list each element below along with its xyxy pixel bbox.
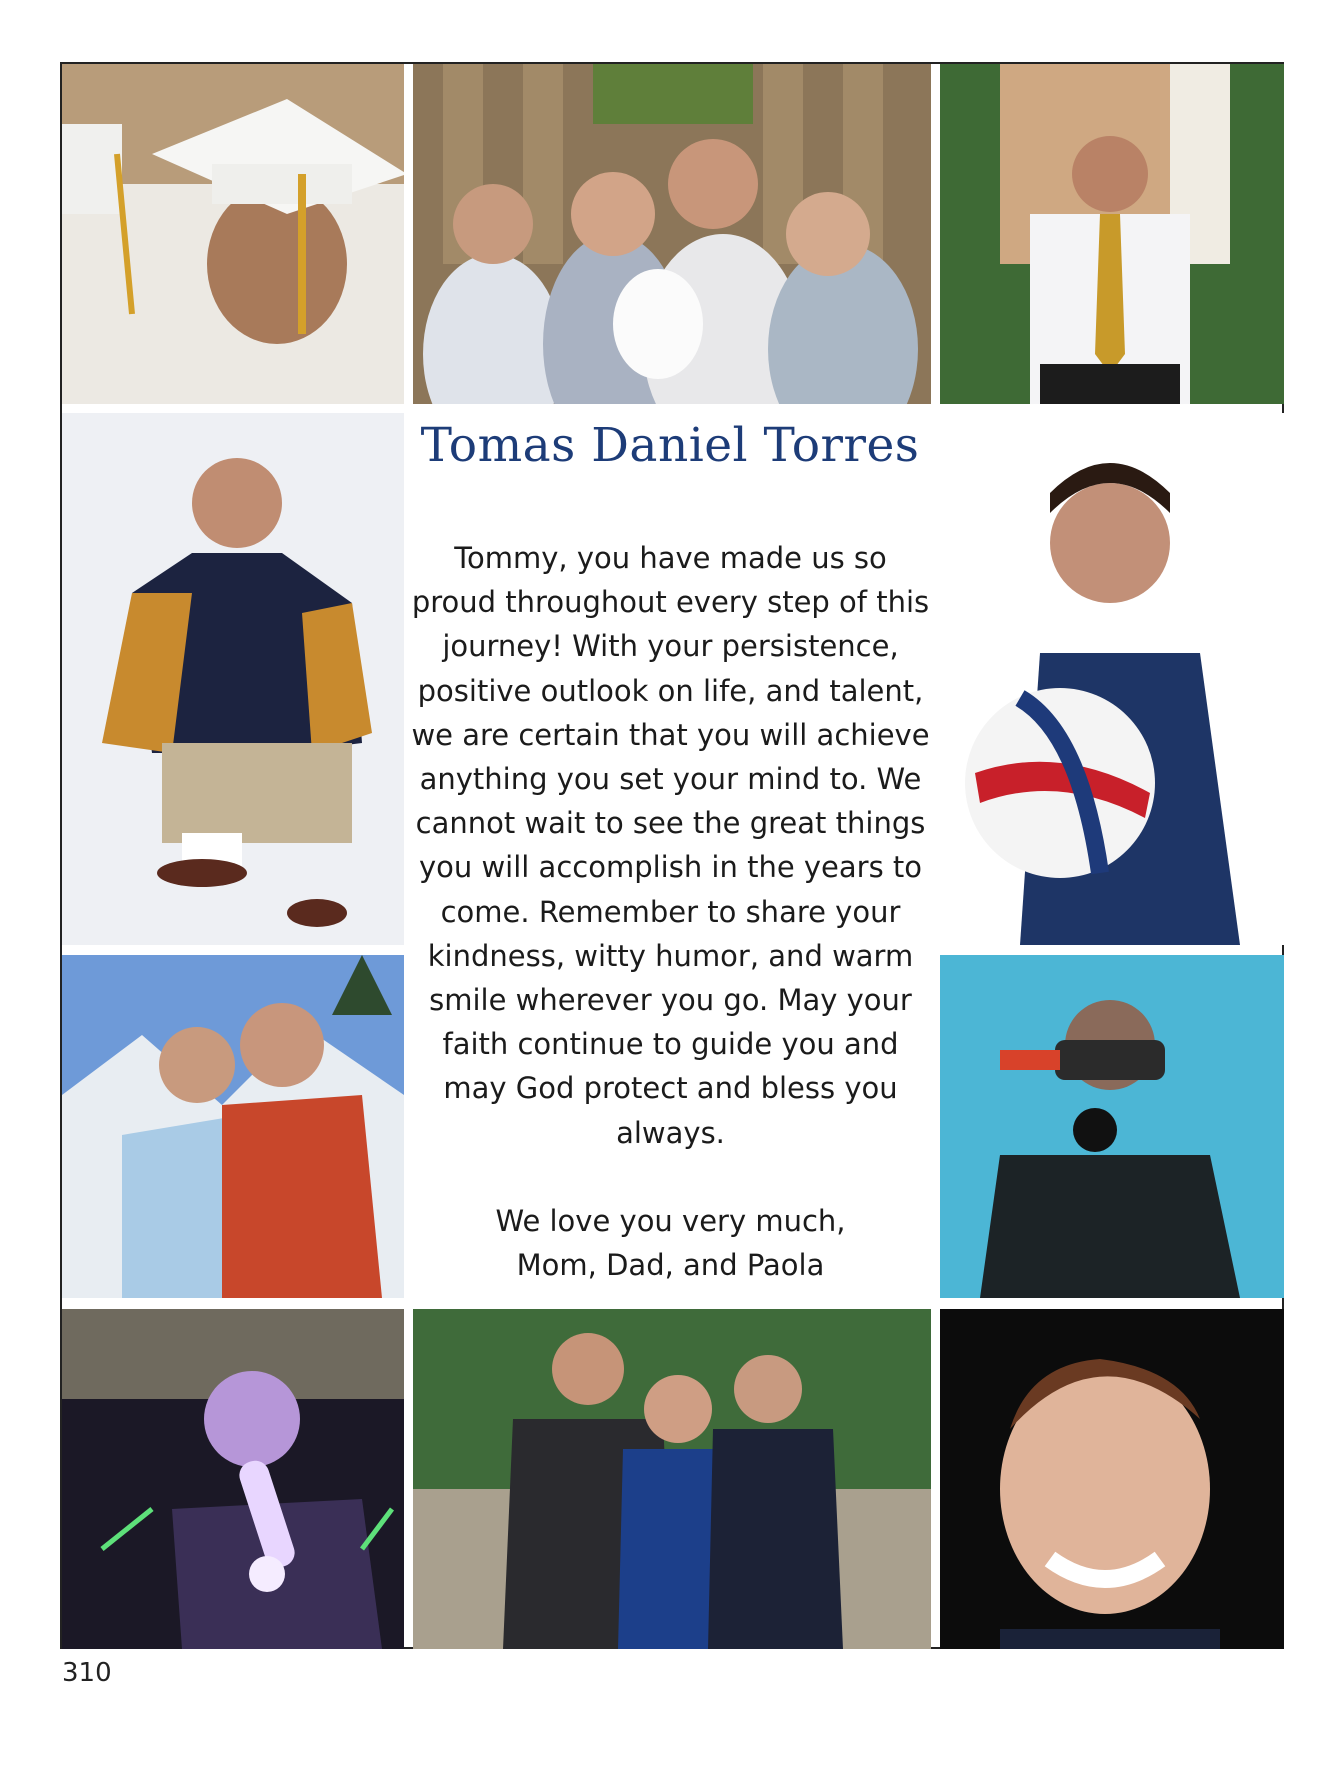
page-number: 310: [62, 1658, 112, 1688]
photo-ski-trip: [62, 955, 404, 1298]
signoff-line-2: Mom, Dad, and Paola: [516, 1248, 825, 1283]
message-body: Tommy, you have made us so proud throughout every step of this journey! With your persistence, positive outlook on life, and talent, we are certain that you will achieve anything you set your mind to. We cannot wait to see the great things you will accomplish in the years to come. Remember to share your kindness, witty humor, and warm smile wherever you go. May your faith continue to guide you and may God protect and bless you always.: [411, 541, 930, 1150]
tribute-message: [408, 536, 933, 1287]
photo-scuba-dive: [940, 955, 1284, 1298]
photo-family-formal: [413, 1309, 931, 1649]
photo-school-uniform: [940, 64, 1284, 404]
photo-kindergarten-graduation: [62, 64, 404, 404]
photo-toddler-smile: [940, 1309, 1284, 1649]
photo-varsity-jacket: [62, 413, 404, 945]
signoff-line-1: We love you very much,: [495, 1203, 846, 1238]
photo-family-with-dog: [413, 64, 931, 404]
photo-glow-stick: [62, 1309, 404, 1649]
page-title: Tomas Daniel Torres: [420, 418, 920, 473]
photo-volleyball: [940, 413, 1284, 945]
